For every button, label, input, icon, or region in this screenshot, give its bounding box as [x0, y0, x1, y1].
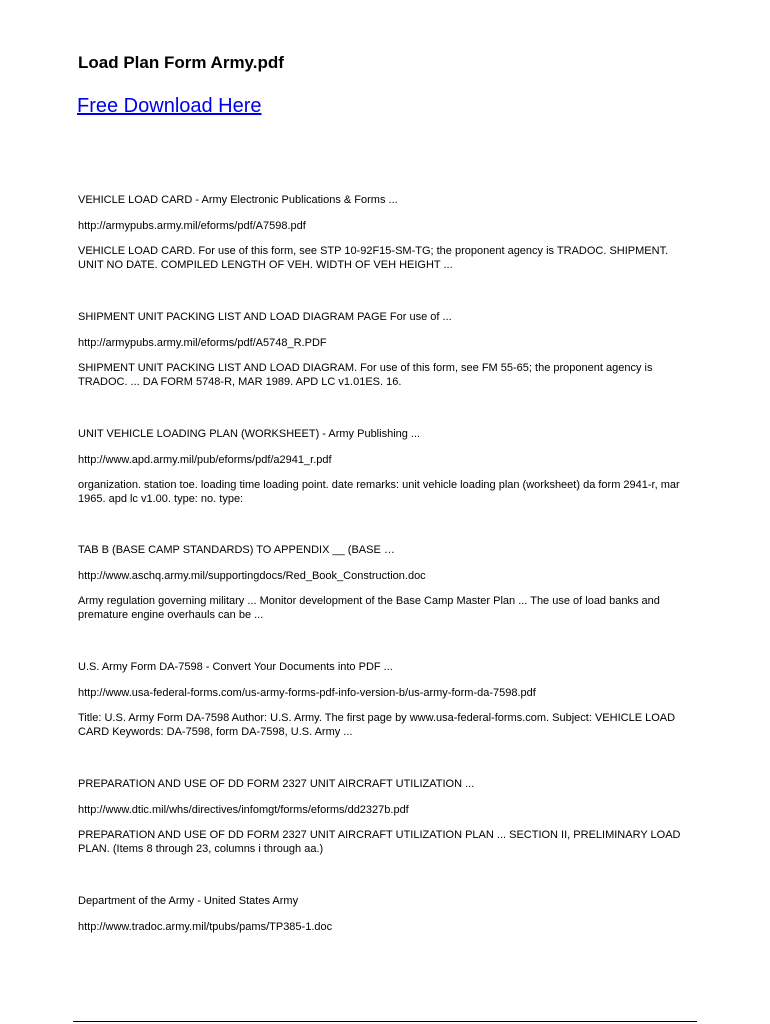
- snippet-line: Army regulation governing military ... Monitor development of the Base Camp Master Plan ... The use of load banks and: [78, 595, 660, 607]
- entry-heading: VEHICLE LOAD CARD - Army Electronic Publications & Forms ...: [78, 194, 398, 206]
- entry-snippet: [78, 478, 680, 506]
- entry-heading: UNIT VEHICLE LOADING PLAN (WORKSHEET) - Army Publishing ...: [78, 428, 421, 440]
- entry-url[interactable]: http://www.aschq.army.mil/supportingdocs/Red_Book_Construction.doc: [78, 570, 426, 582]
- entry-heading: Department of the Army - United States Army: [78, 895, 299, 907]
- snippet-line: VEHICLE LOAD CARD. For use of this form, see STP 10-92F15-SM-TG; the proponent agency is TRADOC. SHIPMENT.: [78, 245, 669, 257]
- entry-heading: SHIPMENT UNIT PACKING LIST AND LOAD DIAGRAM PAGE For use of ...: [78, 311, 452, 323]
- entry-url[interactable]: http://www.dtic.mil/whs/directives/infomgt/forms/eforms/dd2327b.pdf: [78, 804, 409, 816]
- entry-url[interactable]: http://armypubs.army.mil/eforms/pdf/A7598.pdf: [78, 220, 306, 232]
- snippet-line: Title: U.S. Army Form DA-7598 Author: U.S. Army. The first page by www.usa-federal-forms.com. Subject: VEHICLE LOAD: [78, 712, 676, 724]
- entry-heading: U.S. Army Form DA-7598 - Convert Your Documents into PDF ...: [78, 661, 393, 673]
- entry-snippet: [78, 244, 668, 272]
- snippet-line: UNIT NO DATE. COMPILED LENGTH OF VEH. WIDTH OF VEH HEIGHT ...: [78, 259, 453, 271]
- entry-snippet: [78, 594, 660, 622]
- snippet-line: CARD Keywords: DA-7598, form DA-7598, U.S. Army ...: [78, 726, 353, 738]
- snippet-line: PLAN. (Items 8 through 23, columns i through aa.): [78, 843, 324, 855]
- entry-url[interactable]: http://www.apd.army.mil/pub/eforms/pdf/a2941_r.pdf: [78, 454, 332, 466]
- entry-url[interactable]: http://www.usa-federal-forms.com/us-army-forms-pdf-info-version-b/us-army-form-da-7598.pdf: [78, 687, 536, 699]
- snippet-line: 1965. apd lc v1.00. type: no. type:: [78, 493, 244, 505]
- document-title: Load Plan Form Army.pdf: [78, 53, 284, 72]
- footer-divider: [73, 1021, 697, 1022]
- entry-heading: TAB B (BASE CAMP STANDARDS) TO APPENDIX __ (BASE …: [78, 544, 395, 556]
- snippet-line: organization. station toe. loading time loading point. date remarks: unit vehicle loading plan (worksheet) da form 2941-r, mar: [78, 479, 680, 491]
- snippet-line: SHIPMENT UNIT PACKING LIST AND LOAD DIAGRAM. For use of this form, see FM 55-65; the proponent agency is: [78, 362, 653, 374]
- entry-snippet: [78, 711, 675, 739]
- snippet-line: TRADOC. ... DA FORM 5748-R, MAR 1989. APD LC v1.01ES. 16.: [78, 376, 402, 388]
- snippet-line: premature engine overhauls can be ...: [78, 609, 264, 621]
- entry-snippet: [78, 828, 680, 856]
- snippet-line: PREPARATION AND USE OF DD FORM 2327 UNIT AIRCRAFT UTILIZATION PLAN ... SECTION II, PRELIMINARY LOAD: [78, 829, 681, 841]
- entry-snippet: [78, 361, 652, 389]
- free-download-link[interactable]: Free Download Here: [77, 95, 262, 117]
- entry-url[interactable]: http://www.tradoc.army.mil/tpubs/pams/TP385-1.doc: [78, 921, 333, 933]
- entry-heading: PREPARATION AND USE OF DD FORM 2327 UNIT AIRCRAFT UTILIZATION ...: [78, 778, 475, 790]
- entry-url[interactable]: http://armypubs.army.mil/eforms/pdf/A5748_R.PDF: [78, 337, 327, 349]
